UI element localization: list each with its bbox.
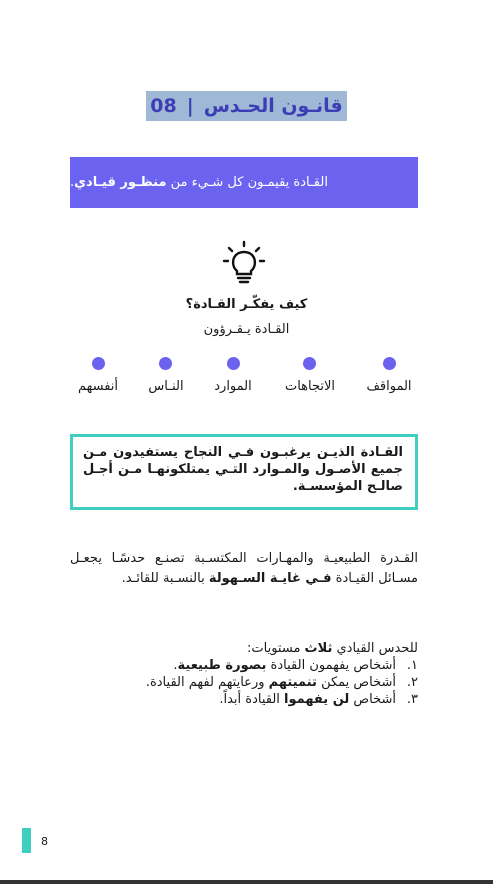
list-item (70, 674, 418, 691)
list-item-bold: بصورة طبيعية (177, 658, 267, 673)
para1-suffix: بالنسـبة للقائـد. (121, 571, 209, 586)
chapter-title-separator: | (186, 95, 194, 117)
list-item-text: أشخاص يفهمون القيادة (266, 658, 396, 673)
list-item-suffix: ورعايتهم لفهم القيادة. (145, 675, 269, 690)
list-item-bold: لن يفهموا (284, 692, 350, 707)
list-item-suffix: . (173, 658, 178, 673)
page-number: 8 (41, 835, 48, 848)
list-number: ٢. (406, 675, 418, 690)
callout-box (70, 434, 418, 510)
page-marker-bar (22, 828, 31, 853)
chapter-title (0, 91, 493, 121)
timeline-label: أنفسهم (77, 379, 119, 394)
para1-bold: فـي غايـة السـهولة (208, 571, 332, 586)
timeline-label: النـاس (148, 379, 184, 394)
timeline-dot (227, 357, 240, 370)
bottom-border (0, 880, 493, 884)
list-number: ١. (406, 658, 418, 673)
levels-intro-bold: ثلاث (304, 641, 333, 656)
list-item (70, 691, 418, 708)
list-number: ٣. (406, 692, 418, 707)
chapter-number: 08 (150, 95, 177, 117)
list-item-suffix: القيادة أبداً. (219, 692, 285, 707)
banner-bold: منظـور قيـادي (74, 175, 167, 190)
question-subtitle: القـادة يـقـرؤون (203, 322, 290, 337)
list-item-text: أشخاص يمكن (316, 675, 396, 690)
timeline-label: المواقف (366, 379, 412, 394)
timeline-dot (383, 357, 396, 370)
question-title: كيف يفكّـر القـادة؟ (185, 297, 308, 312)
list-item-bold: تنميتهم (268, 675, 317, 690)
chapter-title-highlight (146, 91, 346, 121)
banner-suffix: . (70, 175, 75, 190)
list-item-text: أشخاص (349, 692, 396, 707)
summary-banner (70, 157, 418, 208)
levels-intro (70, 640, 418, 657)
list-item (70, 657, 418, 674)
intuition-paragraph (70, 549, 418, 589)
levels-section (70, 640, 418, 708)
timeline-label: الاتجاهات (284, 379, 336, 394)
callout-text: القـادة الذيـن يرغبـون فـي النجاح يستفيدون مـن جميع الأصـول والمـوارد التـي يمتلكونهـا مـن أجـل صالـح المؤسسـة. (83, 445, 403, 494)
levels-list (70, 657, 418, 708)
banner-prefix: القـادة يقيمـون كل شـيء من (166, 175, 328, 190)
levels-intro-prefix: للحدس القيادي (332, 641, 418, 656)
timeline-label: الموارد (214, 379, 252, 394)
lightbulb-icon (222, 240, 266, 284)
para1-text: القـدرة الطبيعيـة والمهـارات المكتسـبة تصنـع حدسًـا يجعـل مسـائل القيـادة (70, 551, 418, 586)
levels-intro-suffix: مستويات: (247, 641, 305, 656)
chapter-title-text: قانـون الحـدس (203, 95, 343, 117)
timeline-dot (92, 357, 105, 370)
timeline-dot (303, 357, 316, 370)
summary-banner-text (70, 175, 328, 190)
timeline-dot (159, 357, 172, 370)
